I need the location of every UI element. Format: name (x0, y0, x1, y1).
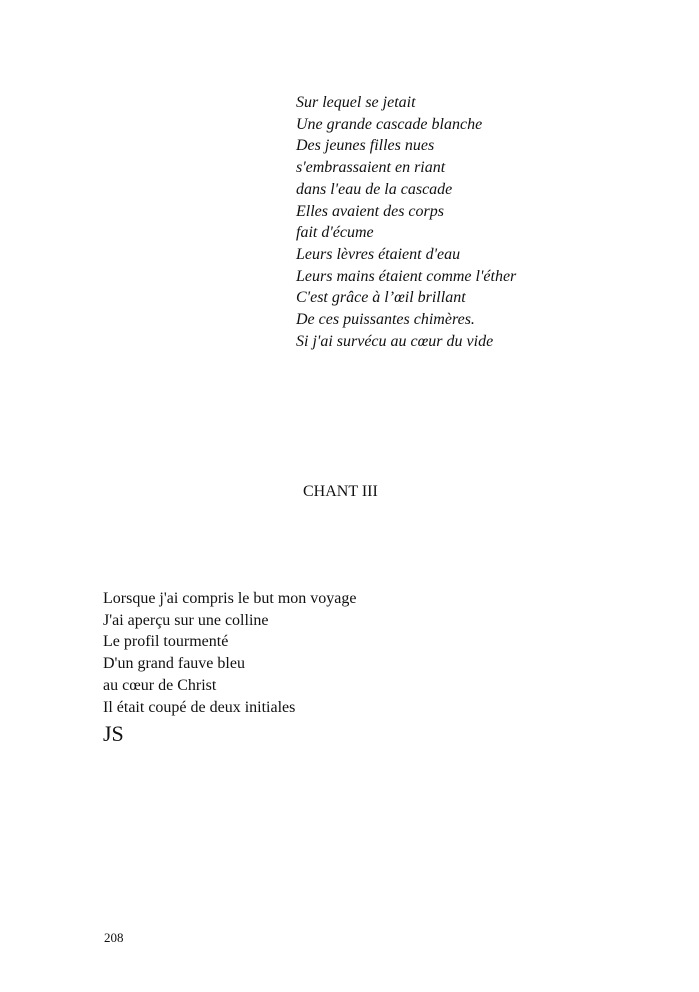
author-initials: JS (103, 721, 124, 746)
verse-line: Si j'ai survécu au cœur du vide (296, 332, 494, 350)
verse-line: De ces puissantes chimères. (296, 311, 475, 329)
verse-line: Elles avaient des corps (296, 202, 444, 220)
verse-line: D'un grand fauve bleu (103, 655, 245, 673)
verse-line: Une grande cascade blanche (296, 115, 483, 133)
verse-line: dans l'eau de la cascade (296, 180, 453, 198)
verse-line: au cœur de Christ (103, 676, 217, 694)
verse-line: Des jeunes filles nues (296, 137, 435, 155)
verse-line: Leurs mains étaient comme l'éther (296, 267, 517, 285)
chant-heading: CHANT III (303, 483, 378, 500)
verse-line: C'est grâce à l’œil brillant (296, 289, 466, 307)
verse-line: Sur lequel se jetait (296, 94, 416, 111)
verse-line: Leurs lèvres étaient d'eau (296, 245, 461, 263)
bottom-stanza (103, 588, 523, 718)
verse-line: Lorsque j'ai compris le but mon voyage (103, 590, 357, 607)
verse-line: Il était coupé de deux initiales (103, 698, 296, 716)
verse-line: s'embrassaient en riant (296, 159, 446, 177)
top-stanza (296, 92, 686, 352)
verse-line: fait d'écume (296, 224, 374, 242)
verse-line: J'ai aperçu sur une colline (103, 611, 269, 629)
page-number: 208 (104, 930, 124, 945)
verse-line: Le profil tourmenté (103, 633, 229, 651)
